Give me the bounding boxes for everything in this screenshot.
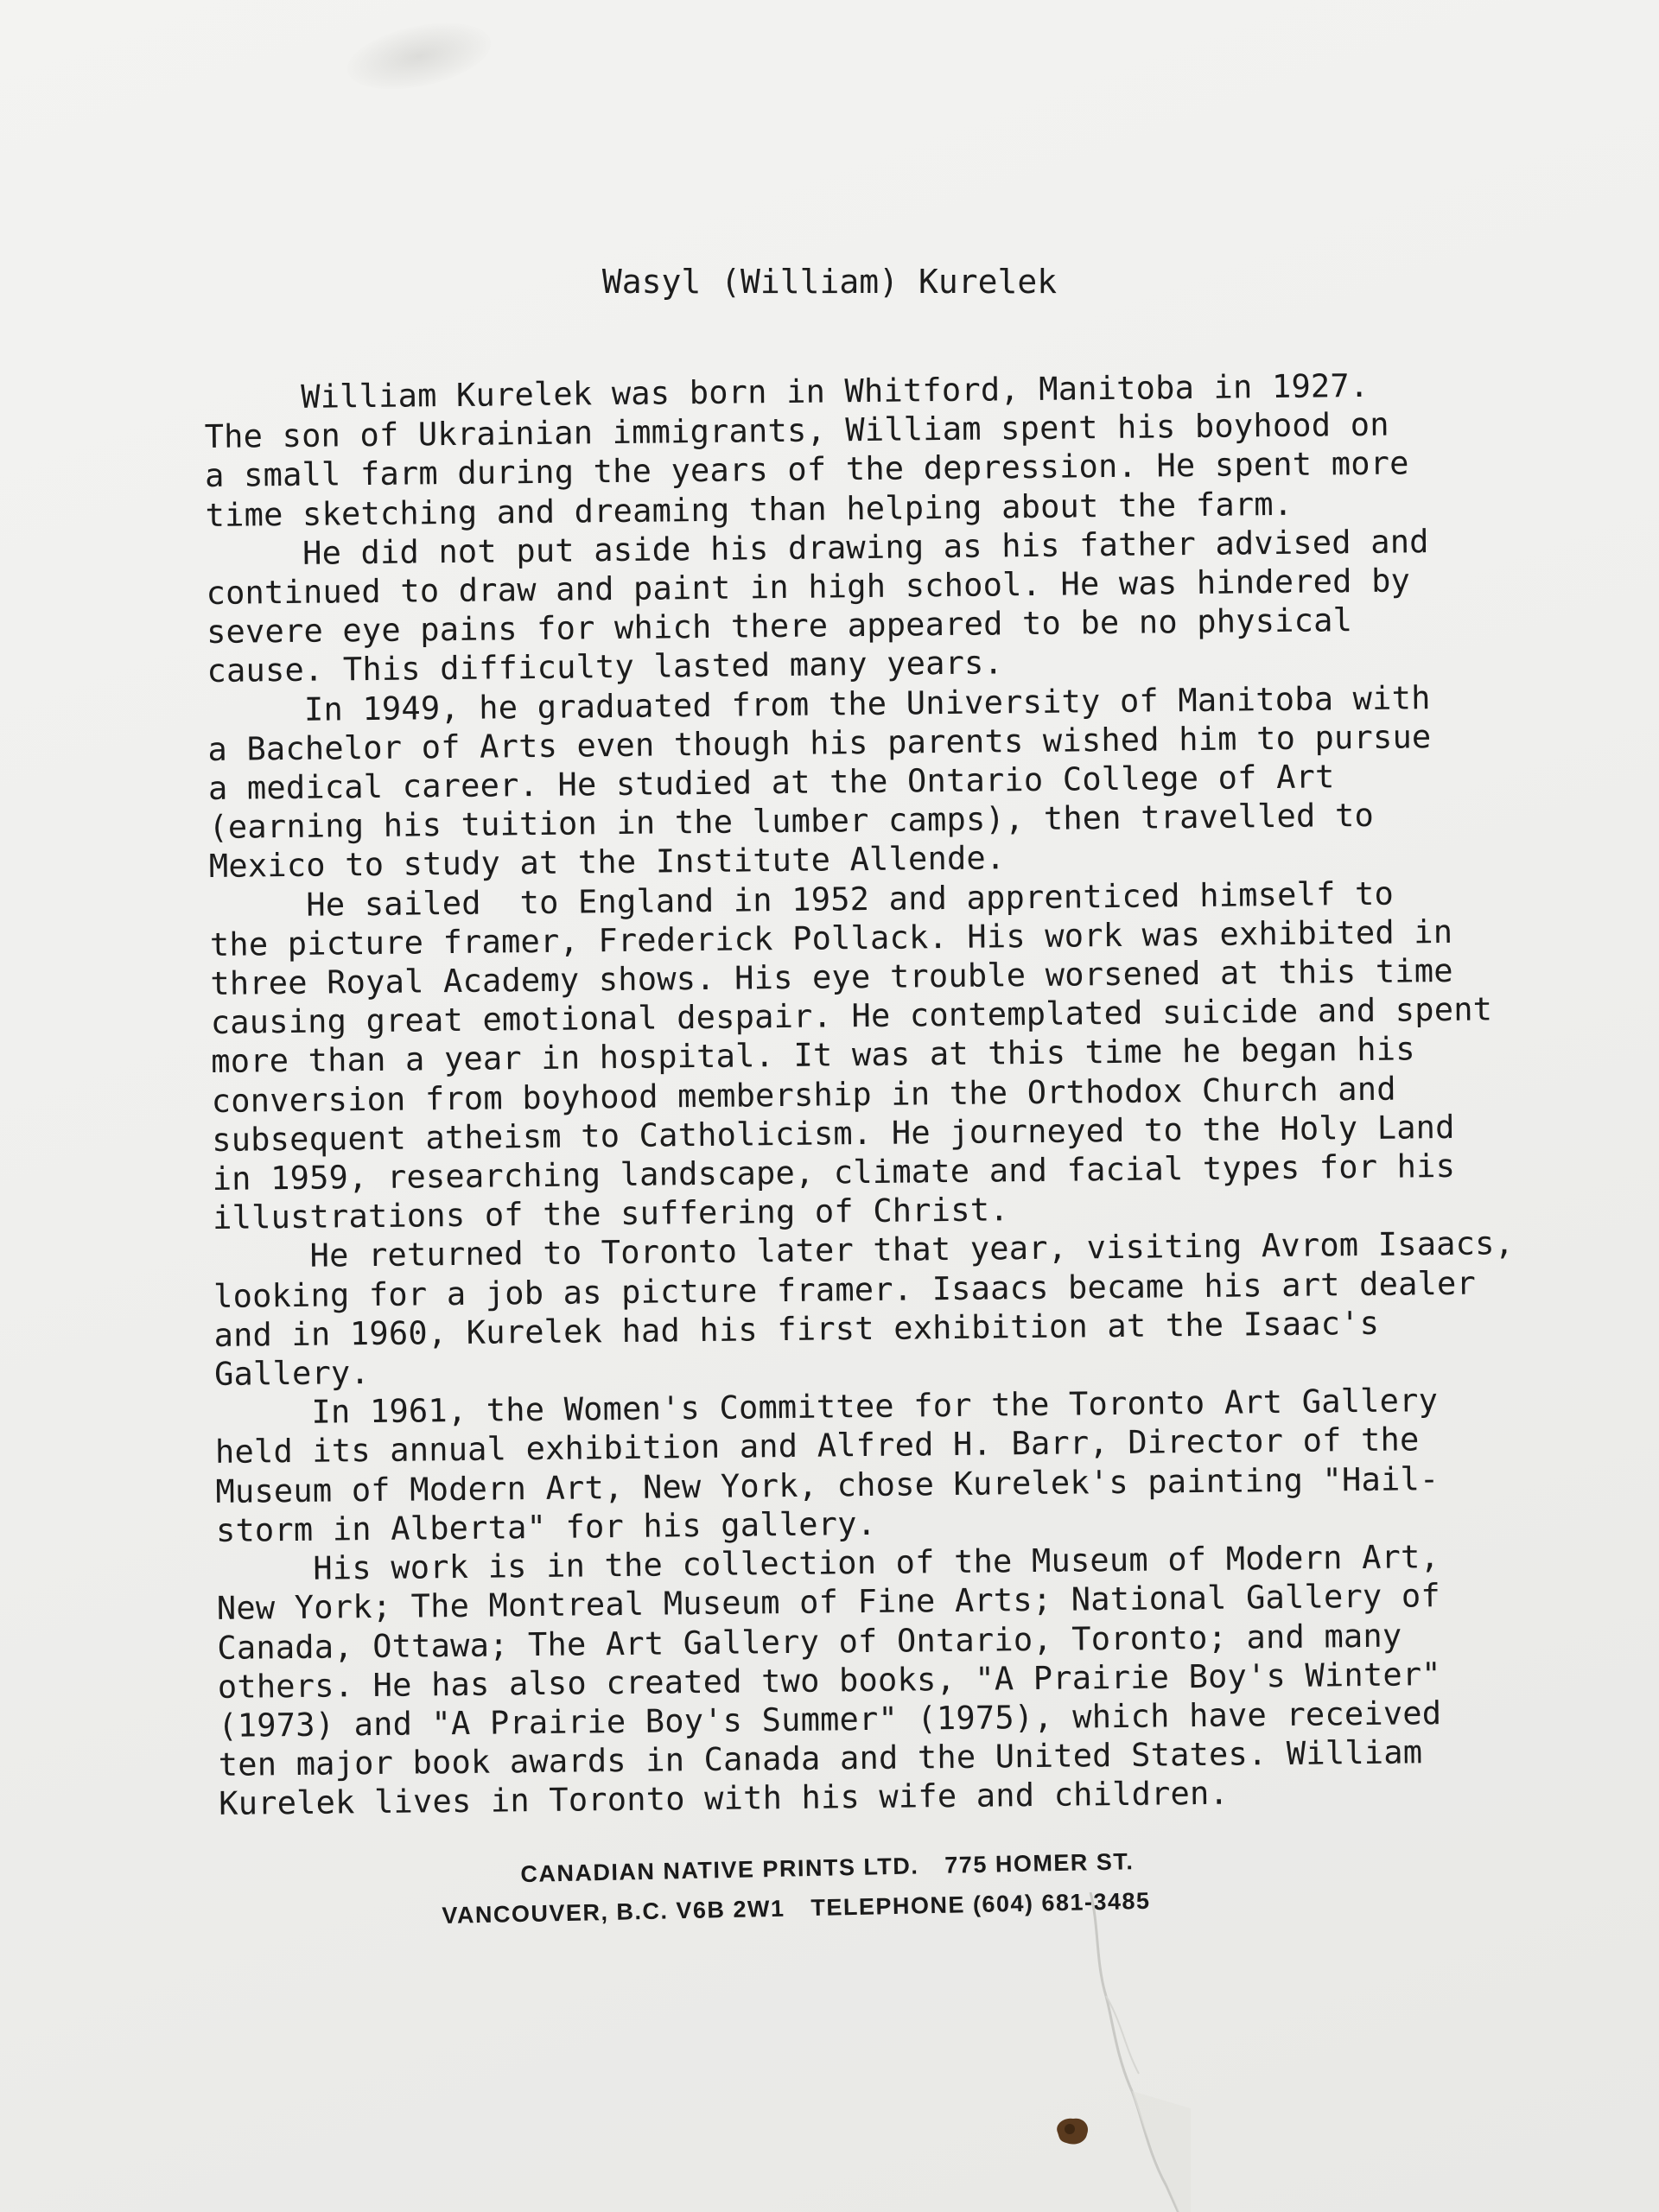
text-line: He sailed to England in 1952 and apprenticed himself to bbox=[306, 874, 1395, 924]
letterhead-footer bbox=[441, 1836, 1393, 1936]
text-line: the picture framer, Frederick Pollack. His work was exhibited in bbox=[209, 912, 1453, 963]
text-line: (earning his tuition in the lumber camps), then travelled to bbox=[208, 797, 1375, 847]
text-line: more than a year in hospital. It was at this time he began his bbox=[211, 1030, 1415, 1081]
text-line: Canada, Ottawa; The Art Gallery of Ontario, Toronto; and many bbox=[217, 1617, 1402, 1667]
rust-stain bbox=[1052, 2115, 1092, 2148]
text-line: three Royal Academy shows. His eye trouble worsened at this time bbox=[210, 951, 1453, 1003]
text-line: conversion from boyhood membership in the Orthodox Church and bbox=[211, 1070, 1396, 1120]
text-line: severe eye pains for which there appeared to be no physical bbox=[206, 601, 1353, 652]
biography-text bbox=[204, 365, 1532, 1823]
text-line: William Kurelek was born in Whitford, Manitoba in 1927. bbox=[301, 366, 1370, 416]
telephone-number: TELEPHONE (604) 681-3485 bbox=[810, 1887, 1151, 1922]
text-line: He did not put aside his drawing as his father advised and bbox=[302, 522, 1429, 572]
text-line: Gallery. bbox=[213, 1354, 371, 1394]
text-line: causing great emotional despair. He contemplated suicide and spent bbox=[210, 990, 1493, 1042]
document-title: Wasyl (William) Kurelek bbox=[601, 263, 1058, 301]
text-line: ten major book awards in Canada and the United States. William bbox=[218, 1733, 1423, 1784]
text-line: continued to draw and paint in high school. He was hindered by bbox=[206, 562, 1411, 613]
text-line: Museum of Modern Art, New York, chose Kurelek's painting "Hail- bbox=[215, 1459, 1440, 1510]
text-line: a medical career. He studied at the Ontario College of Art bbox=[207, 758, 1335, 808]
text-line: cause. This difficulty lasted many years. bbox=[207, 644, 1004, 690]
text-line: held its annual exhibition and Alfred H. Barr, Director of the bbox=[214, 1421, 1420, 1471]
text-line: a Bachelor of Arts even though his parents wished him to pursue bbox=[207, 717, 1432, 768]
paper-smudge bbox=[341, 11, 498, 101]
city-postal: VANCOUVER, B.C. V6B 2W1 bbox=[442, 1895, 785, 1929]
text-line: time sketching and dreaming than helping about the farm. bbox=[205, 485, 1294, 534]
text-line: in 1959, researching landscape, climate and facial types for his bbox=[212, 1147, 1456, 1198]
text-line: others. He has also created two books, "A Prairie Boy's Winter" bbox=[217, 1655, 1441, 1706]
company-name: CANADIAN NATIVE PRINTS LTD. bbox=[520, 1853, 919, 1888]
text-line: Kurelek lives in Toronto with his wife and children. bbox=[219, 1774, 1230, 1823]
paper-tear-crease bbox=[1087, 1892, 1191, 2212]
text-line: looking for a job as picture framer. Isaacs became his art dealer bbox=[213, 1264, 1477, 1315]
text-line: New York; The Montreal Museum of Fine Arts; National Gallery of bbox=[216, 1577, 1441, 1628]
text-line: His work is in the collection of the Museum of Modern Art, bbox=[313, 1538, 1440, 1587]
text-line: In 1961, the Women's Committee for the Toronto Art Gallery bbox=[311, 1382, 1439, 1432]
text-line: Mexico to study at the Institute Allende. bbox=[208, 839, 1006, 886]
text-line: The son of Ukrainian immigrants, William spent his boyhood on bbox=[204, 405, 1389, 456]
street-address: 775 HOMER ST. bbox=[944, 1848, 1135, 1878]
text-line: subsequent atheism to Catholicism. He journeyed to the Holy Land bbox=[212, 1108, 1455, 1159]
text-line: and in 1960, Kurelek had his first exhibition at the Isaac's bbox=[213, 1304, 1380, 1354]
text-line: storm in Alberta" for his gallery. bbox=[215, 1504, 877, 1549]
text-line: (1973) and "A Prairie Boy's Summer" (1975), which have received bbox=[218, 1694, 1442, 1745]
text-line: In 1949, he graduated from the University of Manitoba with bbox=[303, 678, 1431, 728]
text-line: a small farm during the years of the depression. He spent more bbox=[204, 444, 1409, 495]
text-line: illustrations of the suffering of Christ. bbox=[212, 1191, 1009, 1237]
text-line: He returned to Toronto later that year, visiting Avrom Isaacs, bbox=[309, 1224, 1515, 1275]
